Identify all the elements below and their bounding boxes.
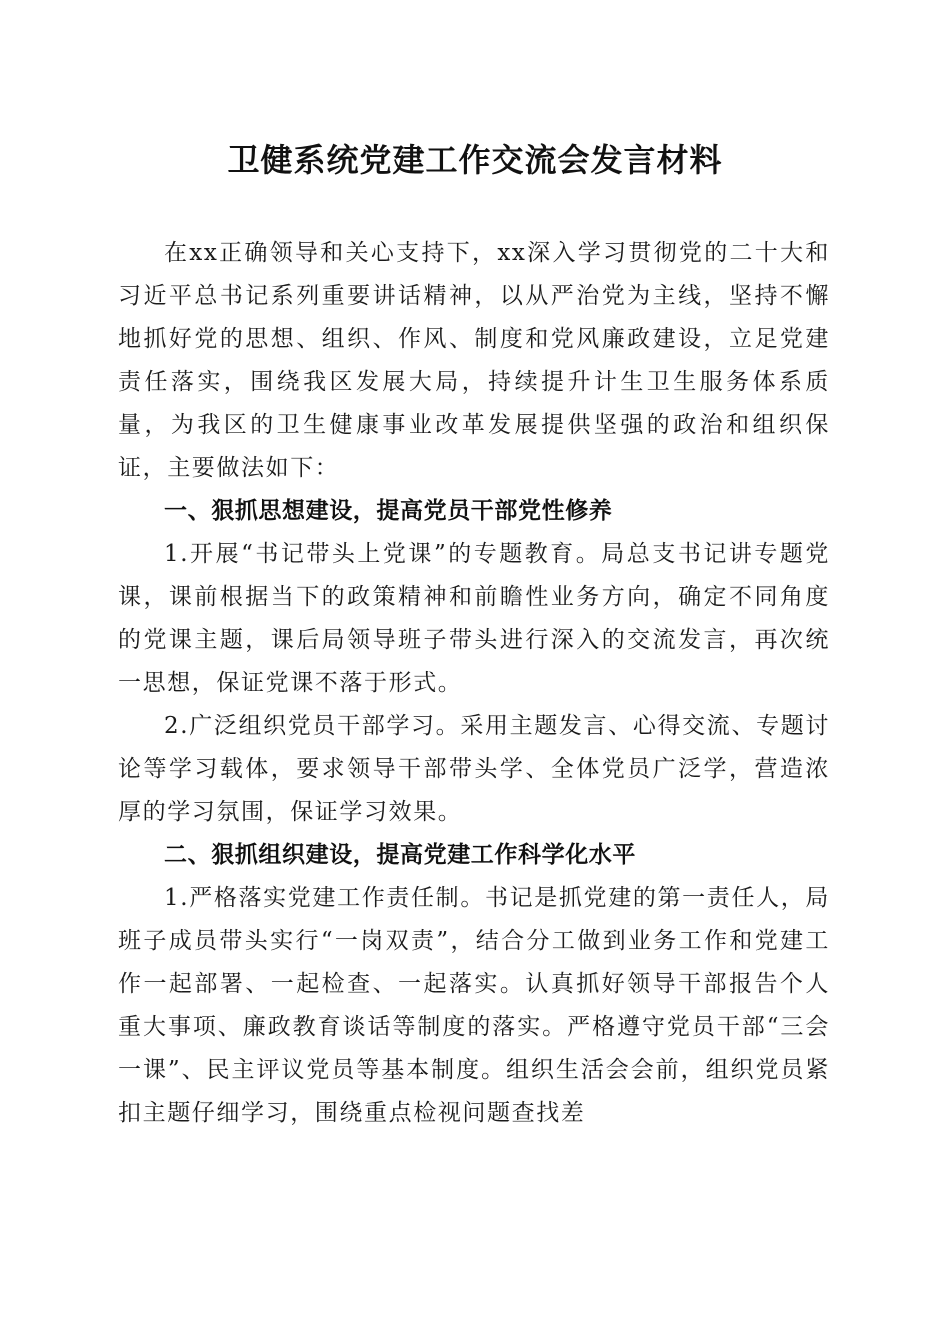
document-title: 卫健系统党建工作交流会发言材料 [227, 141, 723, 179]
document-body [118, 232, 830, 1135]
section-1-heading: 一、狠抓思想建设，提高党员干部党性修养 [164, 498, 613, 524]
section-2-heading: 二、狠抓组织建设，提高党建工作科学化水平 [164, 842, 636, 868]
intro-paragraph: 在xx正确领导和关心支持下，xx深入学习贯彻党的二十大和习近平总书记系列重要讲话精神，以从严治党为主线，坚持不懈地抓好党的思想、组织、作风、制度和党风廉政建设，立足党建责任落实，围绕我区发展大局，持续提升计生卫生服务体系质量，为我区的卫生健康事业改革发展提供坚强的政治和组织保证，主要做法如下： [118, 240, 830, 481]
section-2-item-1: 1.严格落实党建工作责任制。书记是抓党建的第一责任人，局班子成员带头实行“一岗双责”，结合分工做到业务工作和党建工作一起部署、一起检查、一起落实。认真抓好领导干部报告个人重大事项、廉政教育谈话等制度的落实。严格遵守党员干部“三会一课”、民主评议党员等基本制度。组织生活会会前，组织党员紧扣主题仔细学习，围绕重点检视问题查找差 [118, 885, 830, 1126]
section-1-item-1: 1.开展“书记带头上党课”的专题教育。局总支书记讲专题党课，课前根据当下的政策精神和前瞻性业务方向，确定不同角度的党课主题，课后局领导班子带头进行深入的交流发言，再次统一思想，保证党课不落于形式。 [118, 541, 830, 696]
section-1-item-2: 2.广泛组织党员干部学习。采用主题发言、心得交流、专题讨论等学习载体，要求领导干部带头学、全体党员广泛学，营造浓厚的学习氛围，保证学习效果。 [118, 713, 830, 825]
